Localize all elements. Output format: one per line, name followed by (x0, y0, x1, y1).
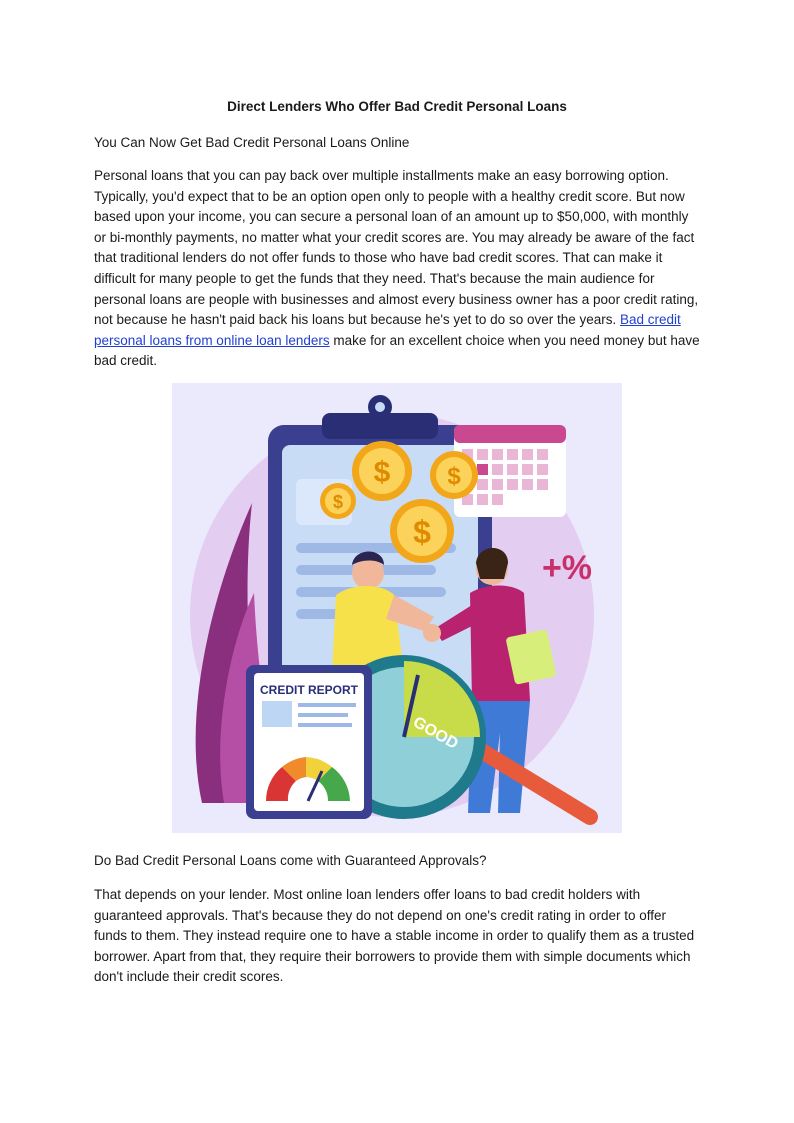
handshake (423, 624, 441, 642)
calendar-header (454, 425, 566, 443)
coin (352, 441, 412, 501)
coin (320, 483, 356, 519)
coin (390, 499, 454, 563)
intro-paragraph (94, 166, 700, 372)
credit-report-title: CREDIT REPORT (259, 683, 359, 697)
svg-text:$: $ (373, 456, 391, 489)
svg-text:$: $ (447, 463, 461, 490)
credit-report-card (246, 665, 372, 819)
loan-illustration (172, 383, 622, 833)
document-title: Direct Lenders Who Offer Bad Credit Personal Loans (227, 99, 567, 114)
coin (430, 451, 478, 499)
svg-text:$: $ (413, 514, 431, 550)
intro-paragraph-end: make for an excellent choice when you need money but have bad credit. (94, 332, 700, 369)
svg-text:$: $ (332, 492, 344, 512)
loan-illustration-svg (172, 383, 622, 833)
percent-icon: +% (541, 549, 593, 587)
section-heading-online-loans: You Can Now Get Bad Credit Personal Loans Online (94, 135, 410, 150)
approval-paragraph: That depends on your lender. Most online loan lenders offer loans to bad credit holders with guaranteed approvals. That's because they do not depend on one's credit rating in order to offer funds to them. They instead require one to have a stable income in order to qualify them as a trusted borrower. Apart from that, they require their borrowers to provide them with simple documents which don't include their credit scores. (94, 887, 695, 985)
clipboard-clip-hole (375, 402, 385, 412)
intro-paragraph-text: Personal loans that you can pay back over multiple installments make an easy borrowing option. Typically, you'd expect that to be an option open only to people with a healthy credit score. But now based upon your income, you can secure a personal loan of an amount up to $50,000, with monthly or bi-monthly payments, no matter what your credit scores are. You may already be aware of the fact that traditional lenders do not offer funds to those who have bad credit scores. That can make it difficult for many people to get the funds that they need. That's because the main audience for personal loans are people with businesses and almost every business owner has a poor credit rating, not because he hasn't paid back his loans but because he's yet to do so over the years. (94, 168, 699, 328)
bad-credit-loans-link[interactable]: Bad credit personal loans from online loan lenders (94, 312, 681, 348)
gauge-good-label: GOOD (410, 713, 461, 753)
section-heading-guaranteed-approvals: Do Bad Credit Personal Loans come with Guaranteed Approvals? (94, 853, 487, 868)
